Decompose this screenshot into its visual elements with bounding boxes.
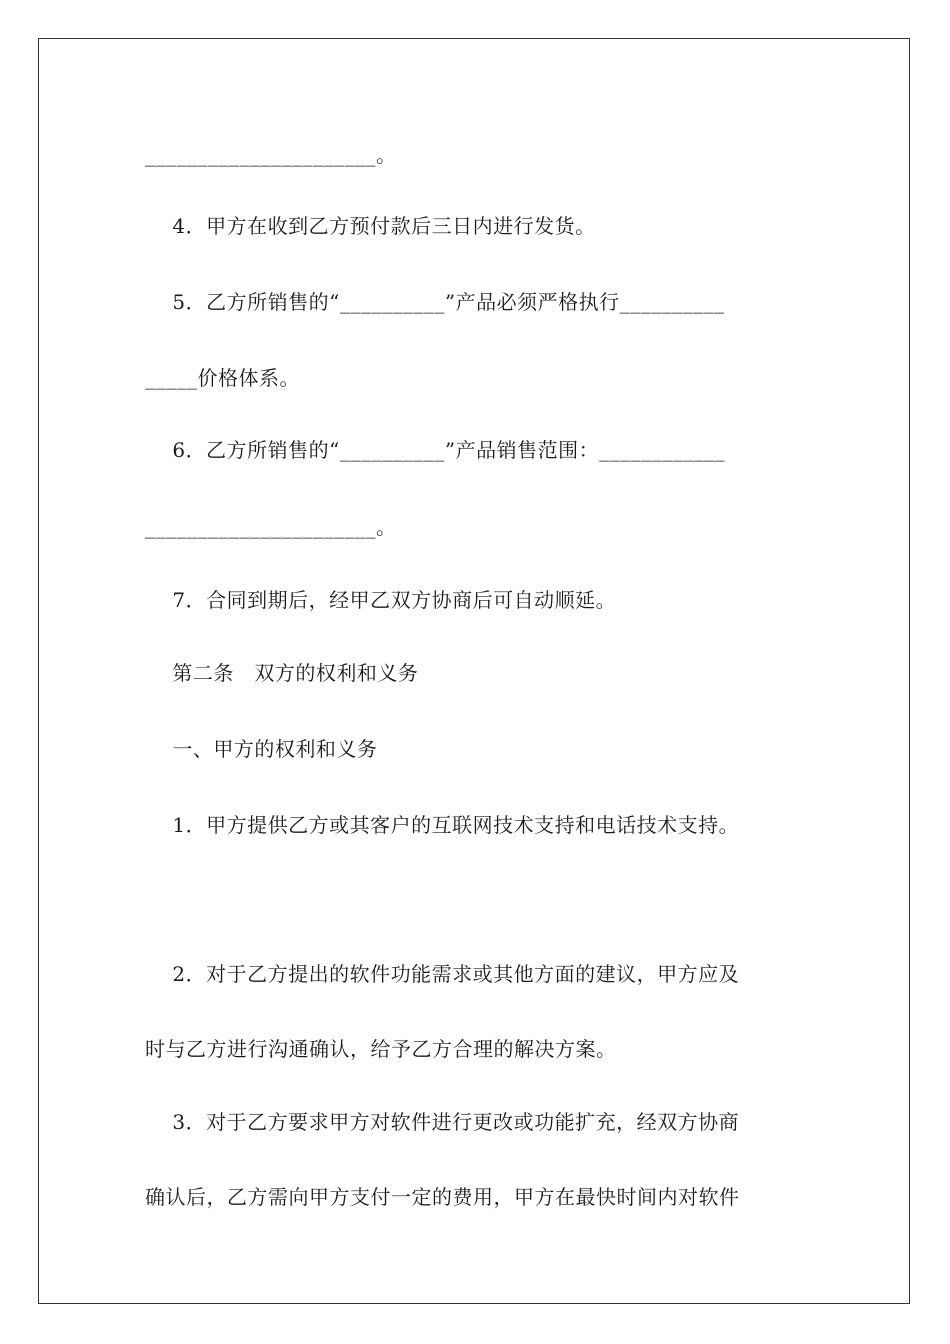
text-line-item-5: 5．乙方所销售的“__________”产品必须严格执行__________ (145, 290, 725, 314)
text-line-a-item-3: 3．对于乙方要求甲方对软件进行更改或功能扩充，经双方协商 (145, 1110, 740, 1134)
text-line-item-7: 7．合同到期后，经甲乙双方协商后可自动顺延。 (145, 588, 617, 612)
subsection-heading-party-a: 一、甲方的权利和义务 (145, 737, 378, 761)
text-line-item-6-cont: ______________________。 (145, 515, 397, 539)
text-line-a-item-3-cont: 确认后，乙方需向甲方支付一定的费用，甲方在最快时间内对软件 (145, 1185, 740, 1209)
text-line-a-item-2: 2．对于乙方提出的软件功能需求或其他方面的建议，甲方应及 (145, 962, 740, 986)
text-line-blank-fill-1: ______________________。 (145, 143, 397, 167)
text-line-item-4: 4．甲方在收到乙方预付款后三日内进行发货。 (145, 214, 596, 238)
text-line-item-6: 6．乙方所销售的“__________”产品销售范围：____________ (145, 438, 726, 462)
section-heading-article-2: 第二条 双方的权利和义务 (145, 661, 419, 685)
text-line-a-item-2-cont: 时与乙方进行沟通确认，给予乙方合理的解决方案。 (145, 1037, 617, 1061)
text-line-a-item-1: 1．甲方提供乙方或其客户的互联网技术支持和电话技术支持。 (145, 813, 740, 837)
text-line-item-5-cont: _____价格体系。 (145, 366, 300, 390)
